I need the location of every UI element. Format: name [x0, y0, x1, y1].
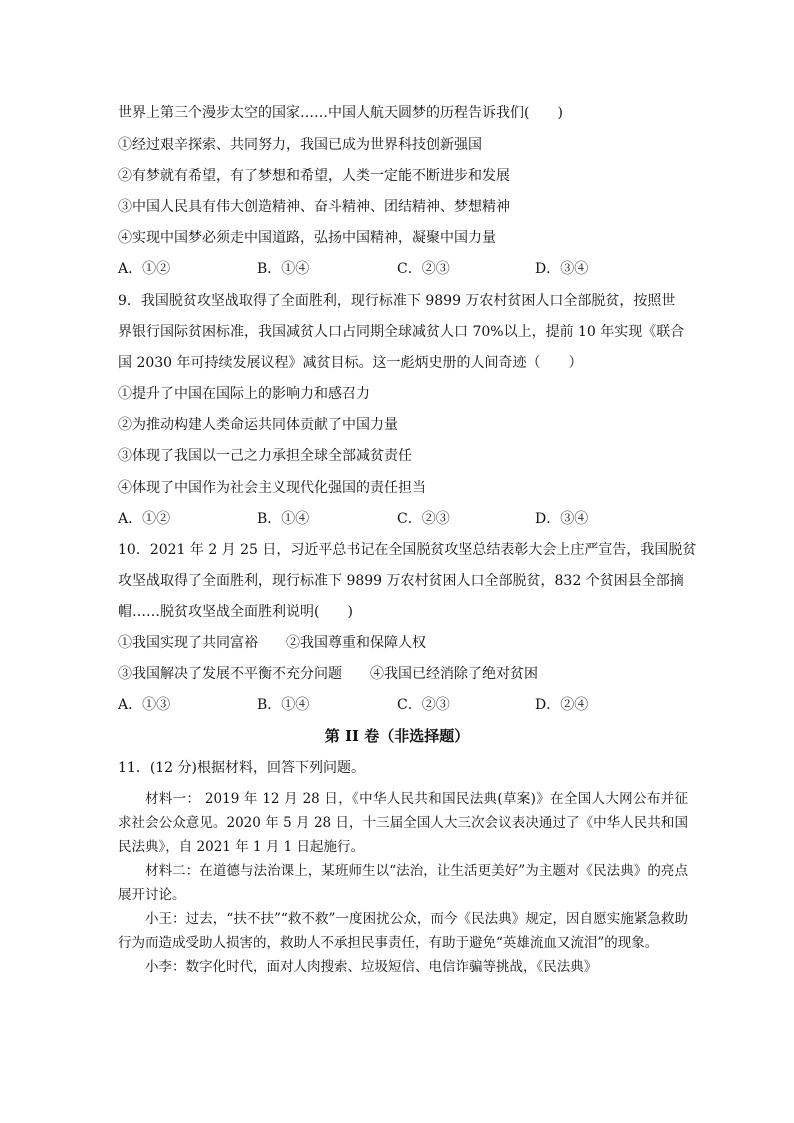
q8-item-3: ③中国人民具有伟大创造精神、奋斗精神、团结精神、梦想精神 — [118, 199, 510, 215]
q9-option-c: C．②③ — [397, 511, 450, 527]
q10-stem-line-2: 攻坚战取得了全面胜利，现行标准下 9899 万农村贫困人口全部脱贫，832 个贫困县全部摘 — [118, 573, 684, 589]
q9-item-2: ②为推动构建人类命运共同体贡献了中国力量 — [118, 417, 398, 433]
material-two: 材料二：在道德与法治课上，某班师生以“法治，让生活更美好”为主题对《民法典》的亮点展开讨论。 — [118, 863, 688, 903]
q8-option-c: C．②③ — [397, 261, 450, 277]
xiaowang-comment: 小王：过去，“扶不扶”“救不救”一度困扰公众，而今《民法典》规定，因自愿实施紧急救助行为而造成受助人损害的，救助人不承担民事责任，有助于避免“英雄流血又流泪”的现象。 — [118, 911, 688, 951]
q11-materials — [118, 787, 688, 979]
q10-option-c: C．②③ — [397, 697, 450, 713]
q10-item-2: ③我国解决了发展不平衡不充分问题 ④我国已经消除了绝对贫困 — [118, 666, 538, 682]
q9-options — [118, 510, 688, 528]
q10-option-d: D．②④ — [535, 697, 589, 713]
q9-item-1: ①提升了中国在国际上的影响力和感召力 — [118, 386, 370, 402]
q9-stem-line-1: 9．我国脱贫攻坚战取得了全面胜利，现行标准下 9899 万农村贫困人口全部脱贫，按照世 — [118, 293, 676, 309]
q9-stem-line-2: 界银行国际贫困标准，我国减贫人口占同期全球减贫人口 70%以上，提前 10 年实现《联合 — [118, 324, 685, 340]
q8-item-1: ①经过艰辛探索、共同努力，我国已成为世界科技创新强国 — [118, 137, 482, 153]
q9-stem-line-3: 国 2030 年可持续发展议程》减贫目标。这一彪炳史册的人间奇迹（ ） — [118, 355, 583, 371]
q9-item-3: ③体现了我国以一己之力承担全球全部减贫责任 — [118, 448, 412, 464]
q8-options — [118, 260, 688, 278]
q9-option-a: A．①② — [118, 511, 171, 527]
xiaoli-comment: 小李：数字化时代，面对人肉搜索、垃圾短信、电信诈骗等挑战，《民法典》 — [145, 959, 598, 975]
q8-item-4: ④实现中国梦必须走中国道路，弘扬中国精神，凝聚中国力量 — [118, 230, 496, 246]
q10-option-a: A．①③ — [118, 697, 171, 713]
material-one: 材料一： 2019 年 12 月 28 日，《中华人民共和国民法典(草案)》在全国人大网公布并征求社会公众意见。2020 年 5 月 28 日，十三届全国人大三次会议表决通过了《中华人民共和国民法典》，自 2021 年 1 月 1 日起施行。 — [118, 791, 688, 855]
q11-stem: 11．(12 分)根据材料，回答下列问题。 — [118, 760, 366, 776]
q10-item-1: ①我国实现了共同富裕 ②我国尊重和保障人权 — [118, 635, 426, 651]
q8-option-b: B．①④ — [257, 261, 310, 277]
q9-option-d: D．③④ — [535, 511, 589, 527]
q8-stem: 世界上第三个漫步太空的国家……中国人航天圆梦的历程告诉我们( ) — [118, 105, 563, 121]
section-title: 第 II 卷（非选择题） — [324, 727, 470, 745]
q10-stem-line-1: 10．2021 年 2 月 25 日，习近平总书记在全国脱贫攻坚总结表彰大会上庄严宣告，我国脱贫 — [118, 542, 697, 558]
q8-item-2: ②有梦就有希望，有了梦想和希望，人类一定能不断进步和发展 — [118, 168, 510, 184]
q8-option-a: A．①② — [118, 261, 171, 277]
q10-options — [118, 696, 688, 714]
q10-option-b: B．①④ — [257, 697, 310, 713]
q9-option-b: B．①④ — [257, 511, 310, 527]
q9-item-4: ④体现了中国作为社会主义现代化强国的责任担当 — [118, 480, 426, 496]
q8-option-d: D．③④ — [535, 261, 589, 277]
q10-stem-line-3: 帽……脱贫攻坚战全面胜利说明( ) — [118, 604, 353, 620]
